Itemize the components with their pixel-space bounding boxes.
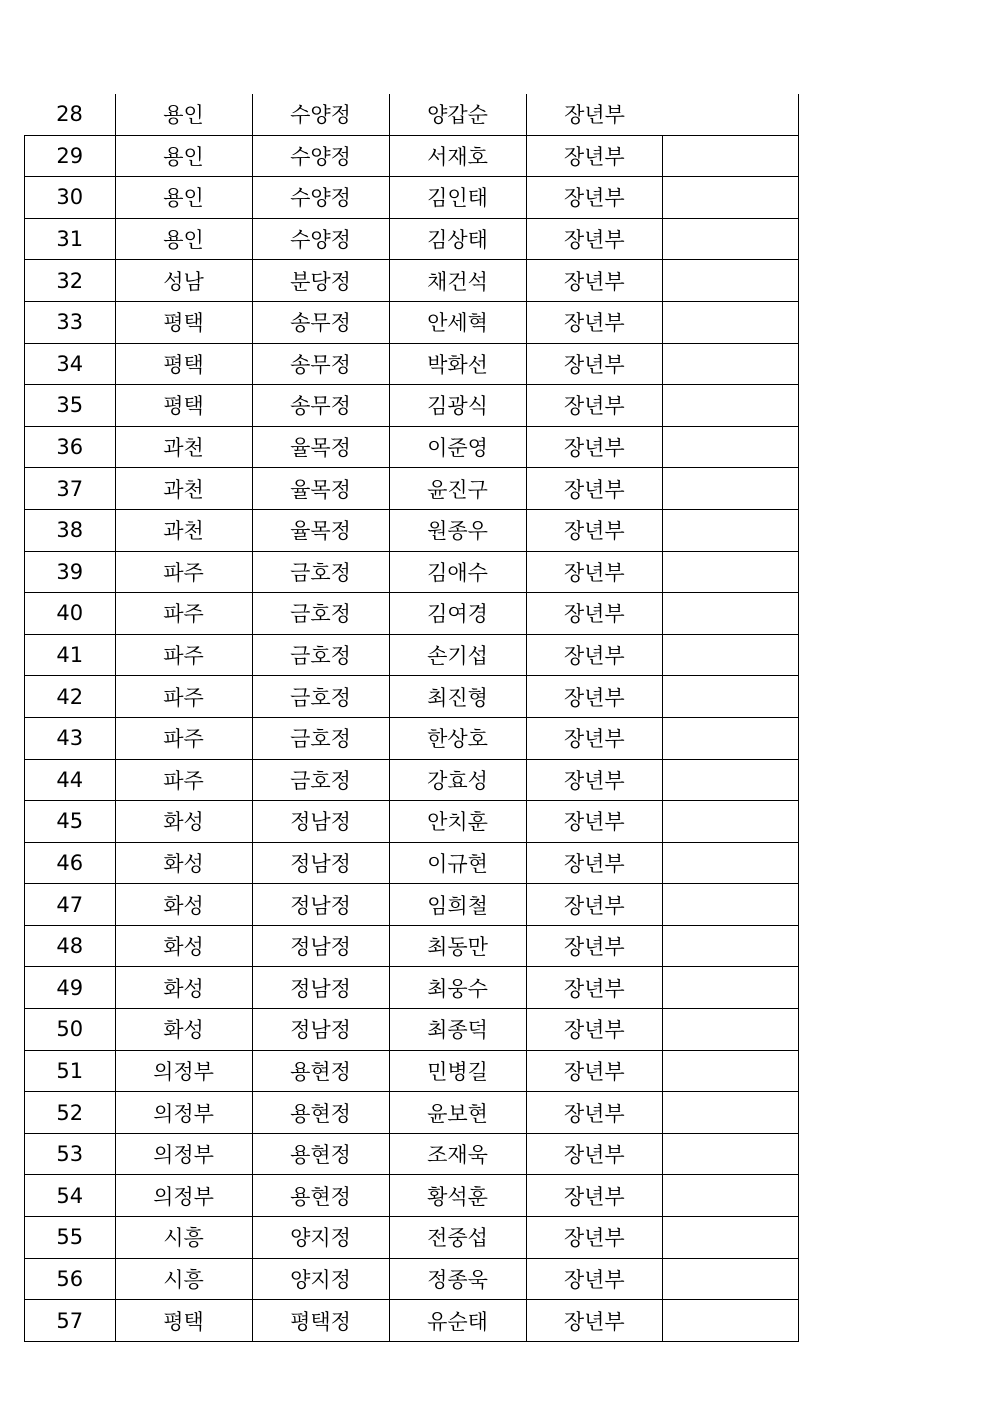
note-cell <box>663 1217 799 1259</box>
table-row <box>25 1092 799 1134</box>
row-number: 32 <box>25 260 116 302</box>
city-cell: 화성 <box>115 1009 252 1051</box>
table-row <box>25 468 799 510</box>
row-number: 49 <box>25 967 116 1009</box>
note-cell <box>663 801 799 843</box>
note-cell <box>663 1050 799 1092</box>
division-cell: 장년부 <box>526 177 663 219</box>
table-row <box>25 593 799 635</box>
table-row <box>25 1050 799 1092</box>
division-cell: 장년부 <box>526 634 663 676</box>
person-name-cell: 김인태 <box>389 177 526 219</box>
note-cell <box>663 301 799 343</box>
table-row <box>25 177 799 219</box>
person-name-cell: 김여경 <box>389 593 526 635</box>
city-cell: 용인 <box>115 218 252 260</box>
person-name-cell: 이규현 <box>389 842 526 884</box>
row-number: 52 <box>25 1092 116 1134</box>
table-row <box>25 135 799 177</box>
table-row <box>25 94 799 135</box>
team-cell: 용현정 <box>252 1175 389 1217</box>
city-cell: 화성 <box>115 801 252 843</box>
city-cell: 파주 <box>115 676 252 718</box>
person-name-cell: 한상호 <box>389 717 526 759</box>
division-cell: 장년부 <box>526 676 663 718</box>
division-cell: 장년부 <box>526 343 663 385</box>
note-cell <box>663 551 799 593</box>
table-row <box>25 717 799 759</box>
note-cell <box>663 218 799 260</box>
note-cell <box>663 1175 799 1217</box>
note-cell <box>663 1009 799 1051</box>
row-number: 36 <box>25 426 116 468</box>
row-number: 47 <box>25 884 116 926</box>
note-cell <box>663 925 799 967</box>
team-cell: 수양정 <box>252 177 389 219</box>
note-cell <box>663 759 799 801</box>
row-number: 43 <box>25 717 116 759</box>
team-cell: 수양정 <box>252 218 389 260</box>
note-cell <box>663 135 799 177</box>
person-name-cell: 이준영 <box>389 426 526 468</box>
division-cell: 장년부 <box>526 1092 663 1134</box>
city-cell: 평택 <box>115 385 252 427</box>
city-cell: 용인 <box>115 177 252 219</box>
row-number: 35 <box>25 385 116 427</box>
table-row <box>25 676 799 718</box>
person-name-cell: 김애수 <box>389 551 526 593</box>
table-row <box>25 842 799 884</box>
person-name-cell: 서재호 <box>389 135 526 177</box>
note-cell <box>663 1092 799 1134</box>
person-name-cell: 황석훈 <box>389 1175 526 1217</box>
note-cell <box>663 967 799 1009</box>
division-cell: 장년부 <box>526 94 663 135</box>
city-cell: 평택 <box>115 301 252 343</box>
team-cell: 수양정 <box>252 135 389 177</box>
person-name-cell: 조재욱 <box>389 1133 526 1175</box>
row-number: 39 <box>25 551 116 593</box>
team-cell: 금호정 <box>252 759 389 801</box>
person-name-cell: 전중섭 <box>389 1217 526 1259</box>
row-number: 44 <box>25 759 116 801</box>
note-cell <box>663 1133 799 1175</box>
row-number: 30 <box>25 177 116 219</box>
row-number: 28 <box>25 94 116 135</box>
table-row <box>25 1258 799 1300</box>
city-cell: 과천 <box>115 509 252 551</box>
row-number: 46 <box>25 842 116 884</box>
note-cell <box>663 717 799 759</box>
table-row <box>25 801 799 843</box>
division-cell: 장년부 <box>526 135 663 177</box>
row-number: 40 <box>25 593 116 635</box>
team-cell: 정남정 <box>252 925 389 967</box>
city-cell: 의정부 <box>115 1092 252 1134</box>
note-cell <box>663 509 799 551</box>
person-name-cell: 민병길 <box>389 1050 526 1092</box>
note-cell <box>663 1300 799 1342</box>
note-cell <box>663 94 799 135</box>
table-row <box>25 426 799 468</box>
division-cell: 장년부 <box>526 1217 663 1259</box>
person-name-cell: 채건석 <box>389 260 526 302</box>
division-cell: 장년부 <box>526 967 663 1009</box>
person-name-cell: 최동만 <box>389 925 526 967</box>
division-cell: 장년부 <box>526 1009 663 1051</box>
note-cell <box>663 343 799 385</box>
division-cell: 장년부 <box>526 385 663 427</box>
division-cell: 장년부 <box>526 842 663 884</box>
division-cell: 장년부 <box>526 301 663 343</box>
person-name-cell: 최웅수 <box>389 967 526 1009</box>
table-row <box>25 301 799 343</box>
city-cell: 용인 <box>115 94 252 135</box>
team-cell: 금호정 <box>252 634 389 676</box>
note-cell <box>663 634 799 676</box>
table-row <box>25 343 799 385</box>
city-cell: 과천 <box>115 426 252 468</box>
team-cell: 양지정 <box>252 1258 389 1300</box>
city-cell: 의정부 <box>115 1175 252 1217</box>
city-cell: 의정부 <box>115 1050 252 1092</box>
team-cell: 분당정 <box>252 260 389 302</box>
note-cell <box>663 260 799 302</box>
team-cell: 양지정 <box>252 1217 389 1259</box>
person-name-cell: 최진형 <box>389 676 526 718</box>
division-cell: 장년부 <box>526 509 663 551</box>
person-name-cell: 강효성 <box>389 759 526 801</box>
table-row <box>25 218 799 260</box>
note-cell <box>663 426 799 468</box>
city-cell: 파주 <box>115 634 252 676</box>
division-cell: 장년부 <box>526 801 663 843</box>
team-cell: 율목정 <box>252 468 389 510</box>
roster-table <box>24 94 799 1342</box>
person-name-cell: 유순태 <box>389 1300 526 1342</box>
city-cell: 과천 <box>115 468 252 510</box>
table-row <box>25 260 799 302</box>
team-cell: 용현정 <box>252 1050 389 1092</box>
city-cell: 화성 <box>115 842 252 884</box>
city-cell: 화성 <box>115 884 252 926</box>
row-number: 50 <box>25 1009 116 1051</box>
person-name-cell: 임희철 <box>389 884 526 926</box>
note-cell <box>663 1258 799 1300</box>
person-name-cell: 안치훈 <box>389 801 526 843</box>
row-number: 42 <box>25 676 116 718</box>
division-cell: 장년부 <box>526 759 663 801</box>
city-cell: 평택 <box>115 1300 252 1342</box>
table-row <box>25 634 799 676</box>
team-cell: 금호정 <box>252 717 389 759</box>
person-name-cell: 김상태 <box>389 218 526 260</box>
city-cell: 성남 <box>115 260 252 302</box>
table-row <box>25 967 799 1009</box>
table-row <box>25 1175 799 1217</box>
team-cell: 송무정 <box>252 385 389 427</box>
roster-table-body <box>25 94 799 1341</box>
person-name-cell: 안세혁 <box>389 301 526 343</box>
table-row <box>25 1009 799 1051</box>
team-cell: 정남정 <box>252 1009 389 1051</box>
division-cell: 장년부 <box>526 925 663 967</box>
division-cell: 장년부 <box>526 426 663 468</box>
row-number: 51 <box>25 1050 116 1092</box>
division-cell: 장년부 <box>526 260 663 302</box>
table-row <box>25 1300 799 1342</box>
row-number: 29 <box>25 135 116 177</box>
team-cell: 송무정 <box>252 301 389 343</box>
division-cell: 장년부 <box>526 1300 663 1342</box>
team-cell: 율목정 <box>252 509 389 551</box>
division-cell: 장년부 <box>526 1133 663 1175</box>
note-cell <box>663 385 799 427</box>
row-number: 55 <box>25 1217 116 1259</box>
division-cell: 장년부 <box>526 218 663 260</box>
person-name-cell: 윤진구 <box>389 468 526 510</box>
city-cell: 의정부 <box>115 1133 252 1175</box>
division-cell: 장년부 <box>526 884 663 926</box>
table-row <box>25 385 799 427</box>
city-cell: 화성 <box>115 967 252 1009</box>
person-name-cell: 김광식 <box>389 385 526 427</box>
person-name-cell: 윤보현 <box>389 1092 526 1134</box>
person-name-cell: 원종우 <box>389 509 526 551</box>
row-number: 41 <box>25 634 116 676</box>
city-cell: 화성 <box>115 925 252 967</box>
team-cell: 정남정 <box>252 801 389 843</box>
team-cell: 용현정 <box>252 1092 389 1134</box>
city-cell: 파주 <box>115 759 252 801</box>
row-number: 53 <box>25 1133 116 1175</box>
team-cell: 정남정 <box>252 842 389 884</box>
note-cell <box>663 884 799 926</box>
city-cell: 파주 <box>115 717 252 759</box>
row-number: 37 <box>25 468 116 510</box>
note-cell <box>663 842 799 884</box>
person-name-cell: 정종욱 <box>389 1258 526 1300</box>
person-name-cell: 손기섭 <box>389 634 526 676</box>
note-cell <box>663 593 799 635</box>
team-cell: 정남정 <box>252 967 389 1009</box>
row-number: 45 <box>25 801 116 843</box>
division-cell: 장년부 <box>526 551 663 593</box>
team-cell: 정남정 <box>252 884 389 926</box>
note-cell <box>663 676 799 718</box>
row-number: 57 <box>25 1300 116 1342</box>
table-row <box>25 1133 799 1175</box>
division-cell: 장년부 <box>526 1258 663 1300</box>
team-cell: 평택정 <box>252 1300 389 1342</box>
row-number: 31 <box>25 218 116 260</box>
table-row <box>25 509 799 551</box>
city-cell: 용인 <box>115 135 252 177</box>
note-cell <box>663 468 799 510</box>
person-name-cell: 박화선 <box>389 343 526 385</box>
division-cell: 장년부 <box>526 593 663 635</box>
table-row <box>25 1217 799 1259</box>
row-number: 34 <box>25 343 116 385</box>
division-cell: 장년부 <box>526 468 663 510</box>
row-number: 48 <box>25 925 116 967</box>
city-cell: 파주 <box>115 551 252 593</box>
row-number: 33 <box>25 301 116 343</box>
team-cell: 수양정 <box>252 94 389 135</box>
row-number: 56 <box>25 1258 116 1300</box>
person-name-cell: 양갑순 <box>389 94 526 135</box>
division-cell: 장년부 <box>526 1050 663 1092</box>
city-cell: 파주 <box>115 593 252 635</box>
team-cell: 용현정 <box>252 1133 389 1175</box>
team-cell: 송무정 <box>252 343 389 385</box>
table-row <box>25 925 799 967</box>
note-cell <box>663 177 799 219</box>
team-cell: 금호정 <box>252 551 389 593</box>
team-cell: 금호정 <box>252 676 389 718</box>
city-cell: 시흥 <box>115 1217 252 1259</box>
row-number: 38 <box>25 509 116 551</box>
division-cell: 장년부 <box>526 1175 663 1217</box>
table-row <box>25 759 799 801</box>
person-name-cell: 최종덕 <box>389 1009 526 1051</box>
table-row <box>25 884 799 926</box>
city-cell: 시흥 <box>115 1258 252 1300</box>
team-cell: 금호정 <box>252 593 389 635</box>
team-cell: 율목정 <box>252 426 389 468</box>
division-cell: 장년부 <box>526 717 663 759</box>
table-row <box>25 551 799 593</box>
city-cell: 평택 <box>115 343 252 385</box>
row-number: 54 <box>25 1175 116 1217</box>
